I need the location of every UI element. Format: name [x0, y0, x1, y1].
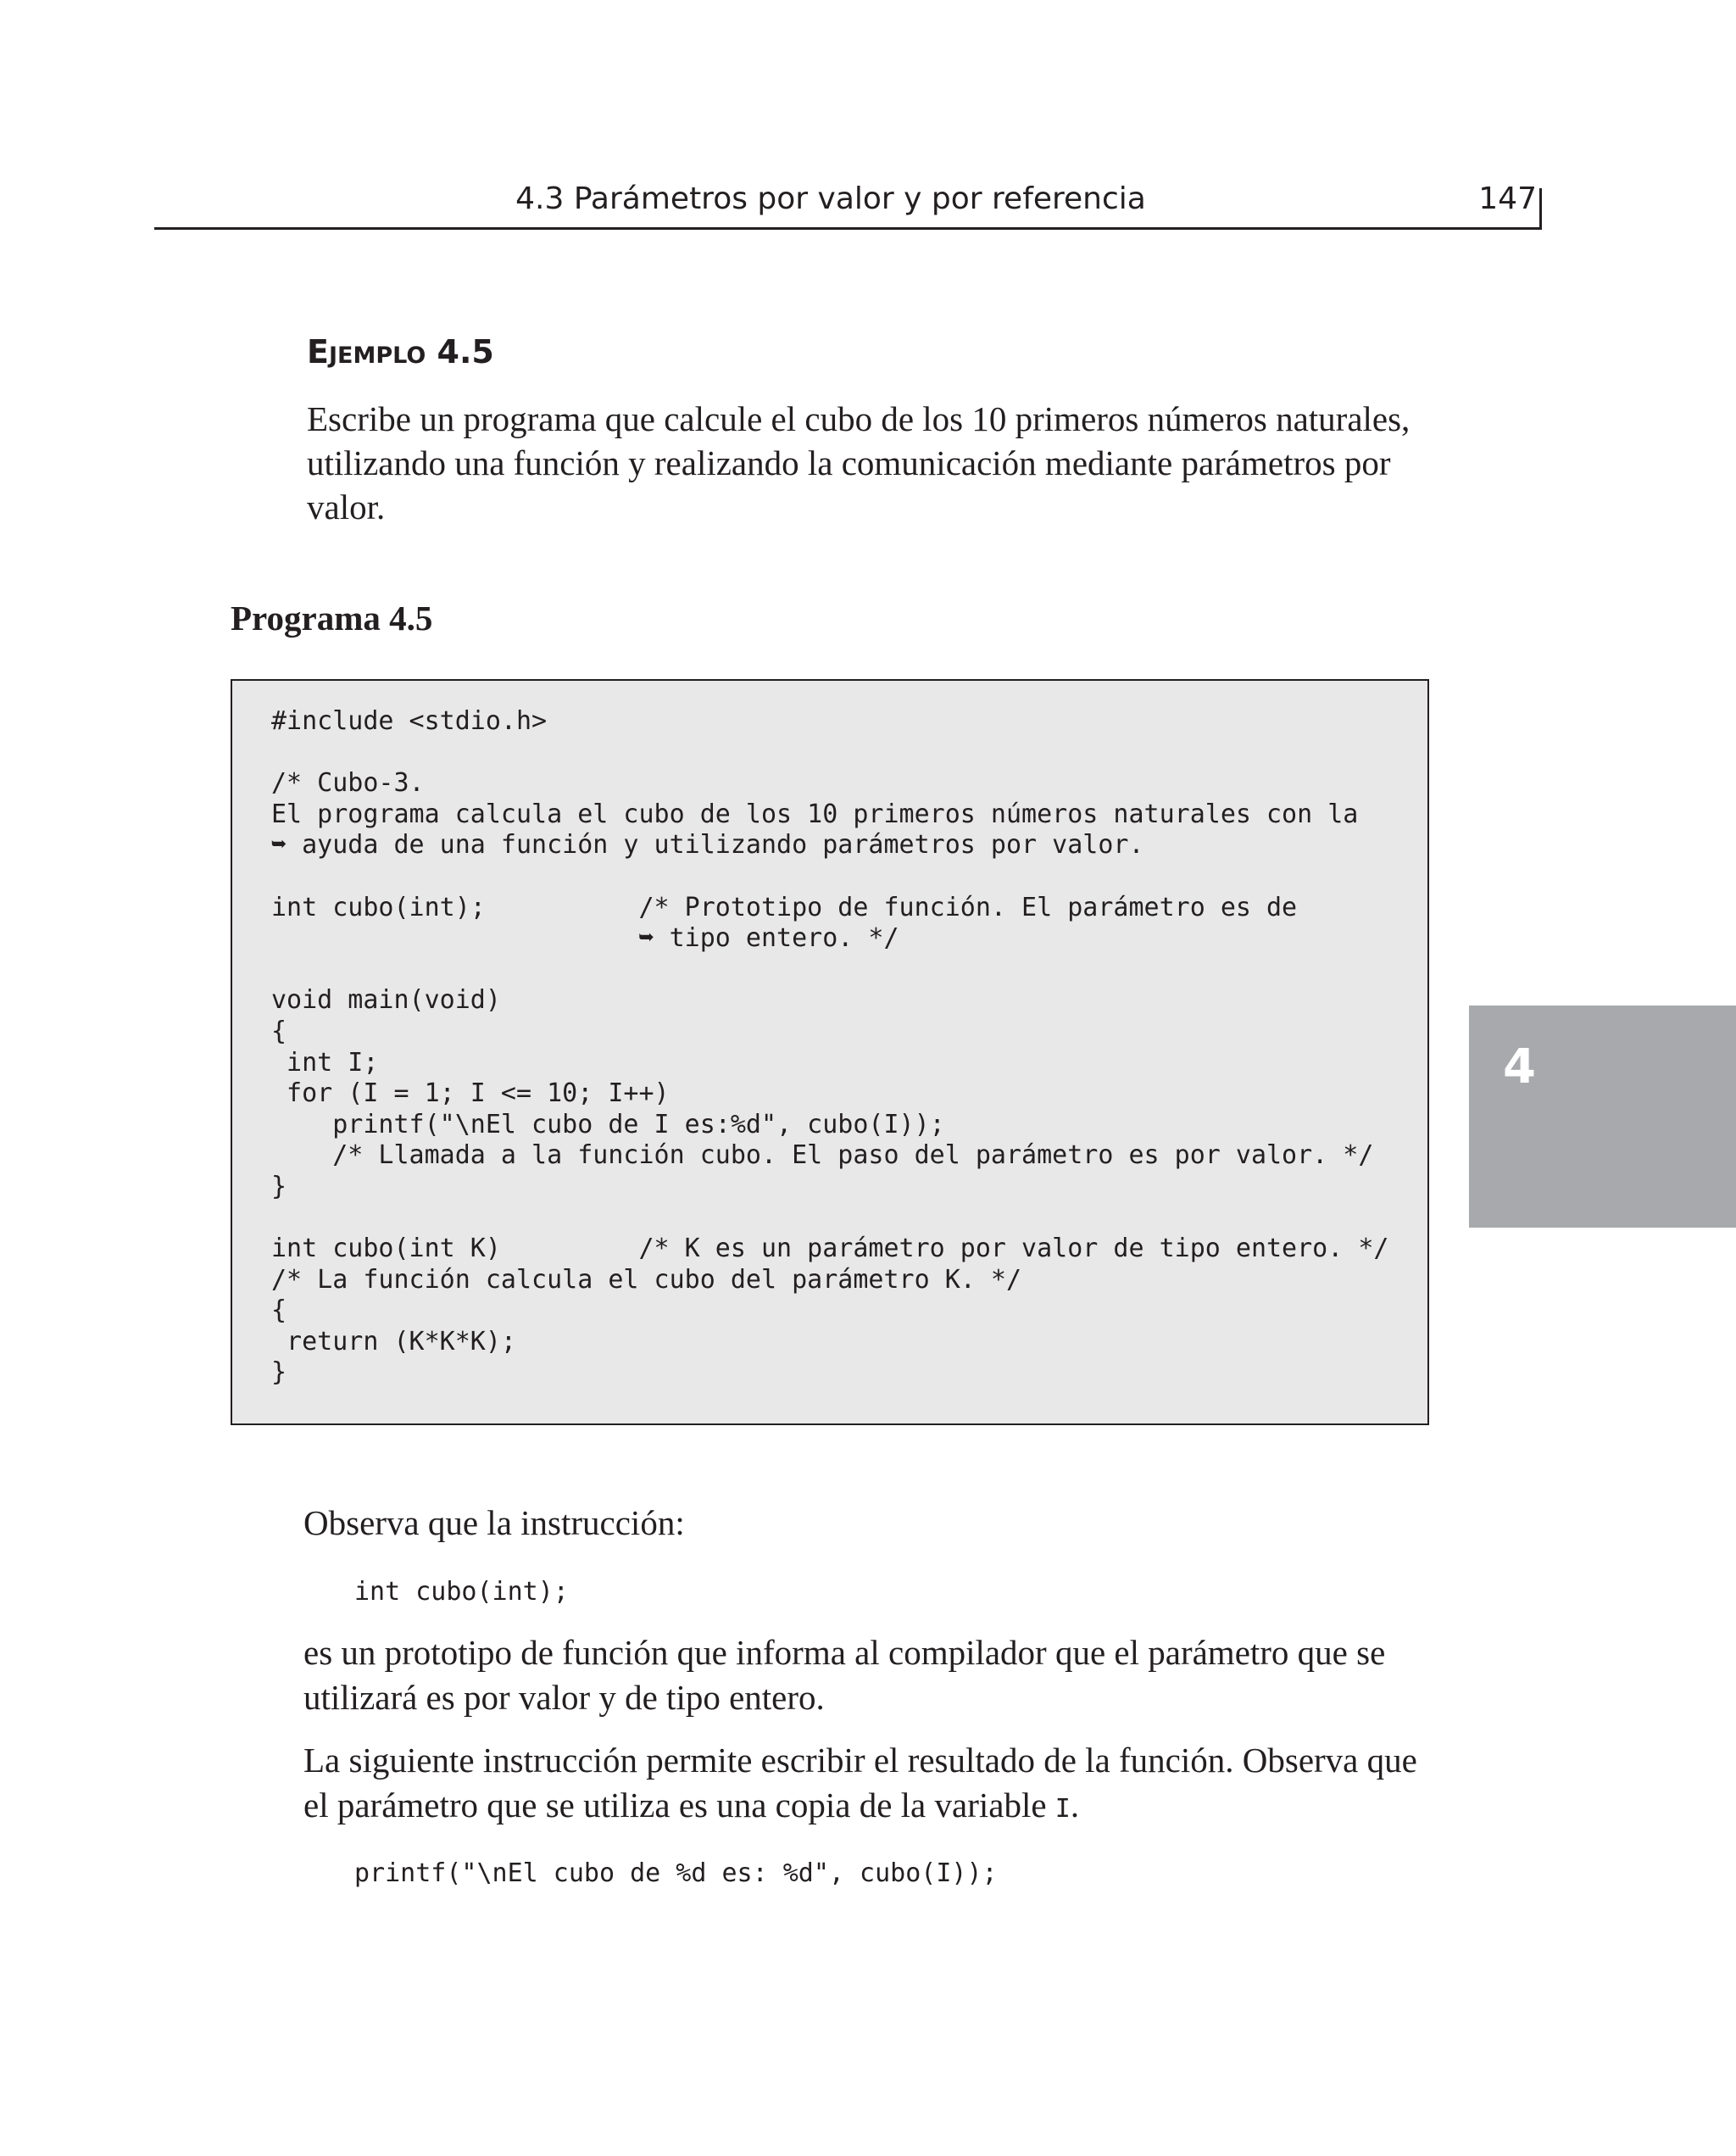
code-line: void main(void) [271, 985, 501, 1016]
code-line: #include <stdio.h> [271, 706, 548, 736]
code-line: /* La función calcula el cubo del parámetro K. */ [271, 1264, 1022, 1295]
inline-code-prototype: int cubo(int); [354, 1577, 569, 1607]
code-line: /* Cubo-3. [271, 768, 425, 799]
inline-code-printf: printf("\nEl cubo de %d es: %d", cubo(I)); [354, 1858, 998, 1888]
code-block [271, 706, 1389, 1389]
code-line: printf("\nEl cubo de I es:%d", cubo(I)); [271, 1109, 945, 1139]
program-title: Programa 4.5 [231, 599, 433, 638]
code-line: El programa calcula el cubo de los 10 primeros números naturales con la [271, 799, 1359, 829]
paragraph-siguiente [303, 1738, 1431, 1831]
paragraph-observa: Observa que la instrucción: [303, 1503, 685, 1542]
section-title: 4.3 Parámetros por valor y por referencia [515, 181, 1146, 216]
code-line: return (K*K*K); [271, 1326, 516, 1357]
code-line: ➥ ayuda de una función y utilizando parámetros por valor. [271, 830, 1144, 861]
chapter-tab [1469, 1006, 1736, 1228]
page-number: 147 [1478, 181, 1537, 216]
header-tick [1539, 188, 1542, 230]
code-line [271, 1203, 1389, 1234]
code-line: int I; [271, 1047, 379, 1078]
code-line: { [271, 1295, 287, 1326]
example-heading: Ejemplo 4.5 [307, 333, 494, 370]
code-line: ➥ tipo entero. */ [271, 923, 899, 954]
example-statement: Escribe un programa que calcule el cubo de los 10 primeros números naturales, utilizando una función y realizando la comunicación mediante parámetros por valor. [307, 399, 1410, 526]
code-line: } [271, 1171, 287, 1201]
code-line [271, 955, 1389, 986]
code-line: /* Llamada a la función cubo. El paso del parámetro es por valor. */ [271, 1140, 1374, 1171]
code-line [271, 738, 1389, 769]
code-line: int cubo(int); /* Prototipo de función. El parámetro es de [271, 892, 1298, 922]
chapter-number: 4 [1503, 1039, 1536, 1095]
paragraph-siguiente-text: La siguiente instrucción permite escribir el resultado de la función. Observa que el parámetro que se utiliza es una copia de la variable [303, 1741, 1417, 1825]
code-listing [231, 679, 1429, 1425]
code-line: for (I = 1; I <= 10; I++) [271, 1078, 670, 1109]
paragraph-siguiente-end: . [1070, 1786, 1080, 1825]
code-line: int cubo(int K) /* K es un parámetro por valor de tipo entero. */ [271, 1234, 1389, 1264]
code-line: } [271, 1357, 287, 1388]
code-line [271, 861, 1389, 893]
code-line: { [271, 1016, 287, 1046]
paragraph-prototipo: es un prototipo de función que informa al compilador que el parámetro que se utilizará es por valor y de tipo entero. [303, 1633, 1386, 1717]
variable-name: I [1054, 1794, 1071, 1824]
header-rule [154, 227, 1541, 230]
